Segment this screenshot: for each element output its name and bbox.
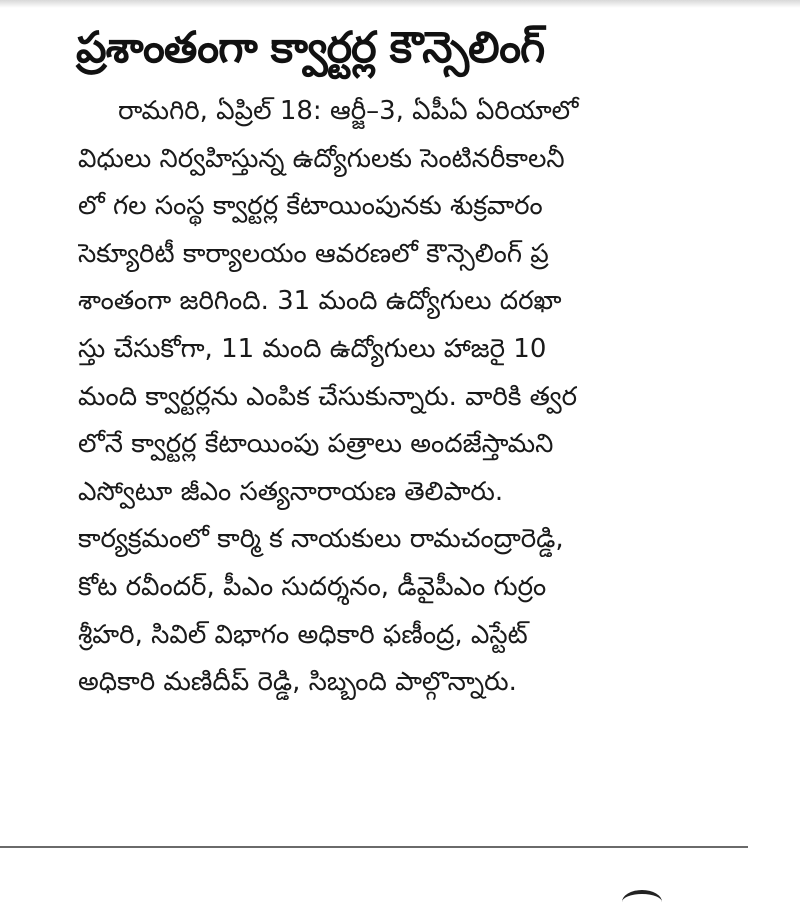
article-line: సెక్యూరిటీ కార్యాలయం ఆవరణలో కౌన్సెలింగ్ ప్ర [78,238,549,269]
top-cut-edge [0,0,800,8]
article-line: లోనే క్వార్టర్ల కేటాయింపు పత్రాలు అందజేస్తామని [78,429,554,460]
article-line: శాంతంగా జరిగింది. 31 మంది ఉద్యోగులు దరఖా [78,286,562,317]
article-line: అధికారి మణిదీప్ రెడ్డి, సిబ్బంది పాల్గొన్నారు. [78,667,517,698]
article-line: రామగిరి, ఏప్రిల్ 18: ఆర్జీ–3, ఏపీఏ ఏరియాలో [118,96,579,126]
article-line: స్తు చేసుకోగా, 11 మంది ఉద్యోగులు హాజరై 10 [78,333,547,364]
article-headline: ప్రశాంతంగా క్వార్టర్ల కౌన్సెలింగ్ [76,23,545,73]
article-body [78,88,748,707]
article-line: లో గల సంస్థ క్వార్టర్ల కేటాయింపునకు శుక్రవారం [78,191,543,222]
article-line: కోట రవీందర్, పీఎం సుదర్శనం, డీవైపీఎం గుర్రం [78,571,547,602]
article-line: మంది క్వార్టర్లను ఎంపిక చేసుకున్నారు. వారికి త్వర [78,381,578,412]
next-article-fragment [622,890,662,914]
article-line: విధులు నిర్వహిస్తున్న ఉద్యోగులకు సెంటినరీకాలనీ [78,143,565,174]
article-line: కార్యక్రమంలో కార్మి క నాయకులు రామచంద్రారెడ్డి, [78,524,564,555]
column-divider [0,846,748,848]
article-line: ఎస్వోటూ జీఎం సత్యనారాయణ తెలిపారు. [78,476,504,507]
article-line: శ్రీహరి, సివిల్ విభాగం అధికారి ఫణీంద్ర, ఎస్టేట్ [78,619,528,650]
